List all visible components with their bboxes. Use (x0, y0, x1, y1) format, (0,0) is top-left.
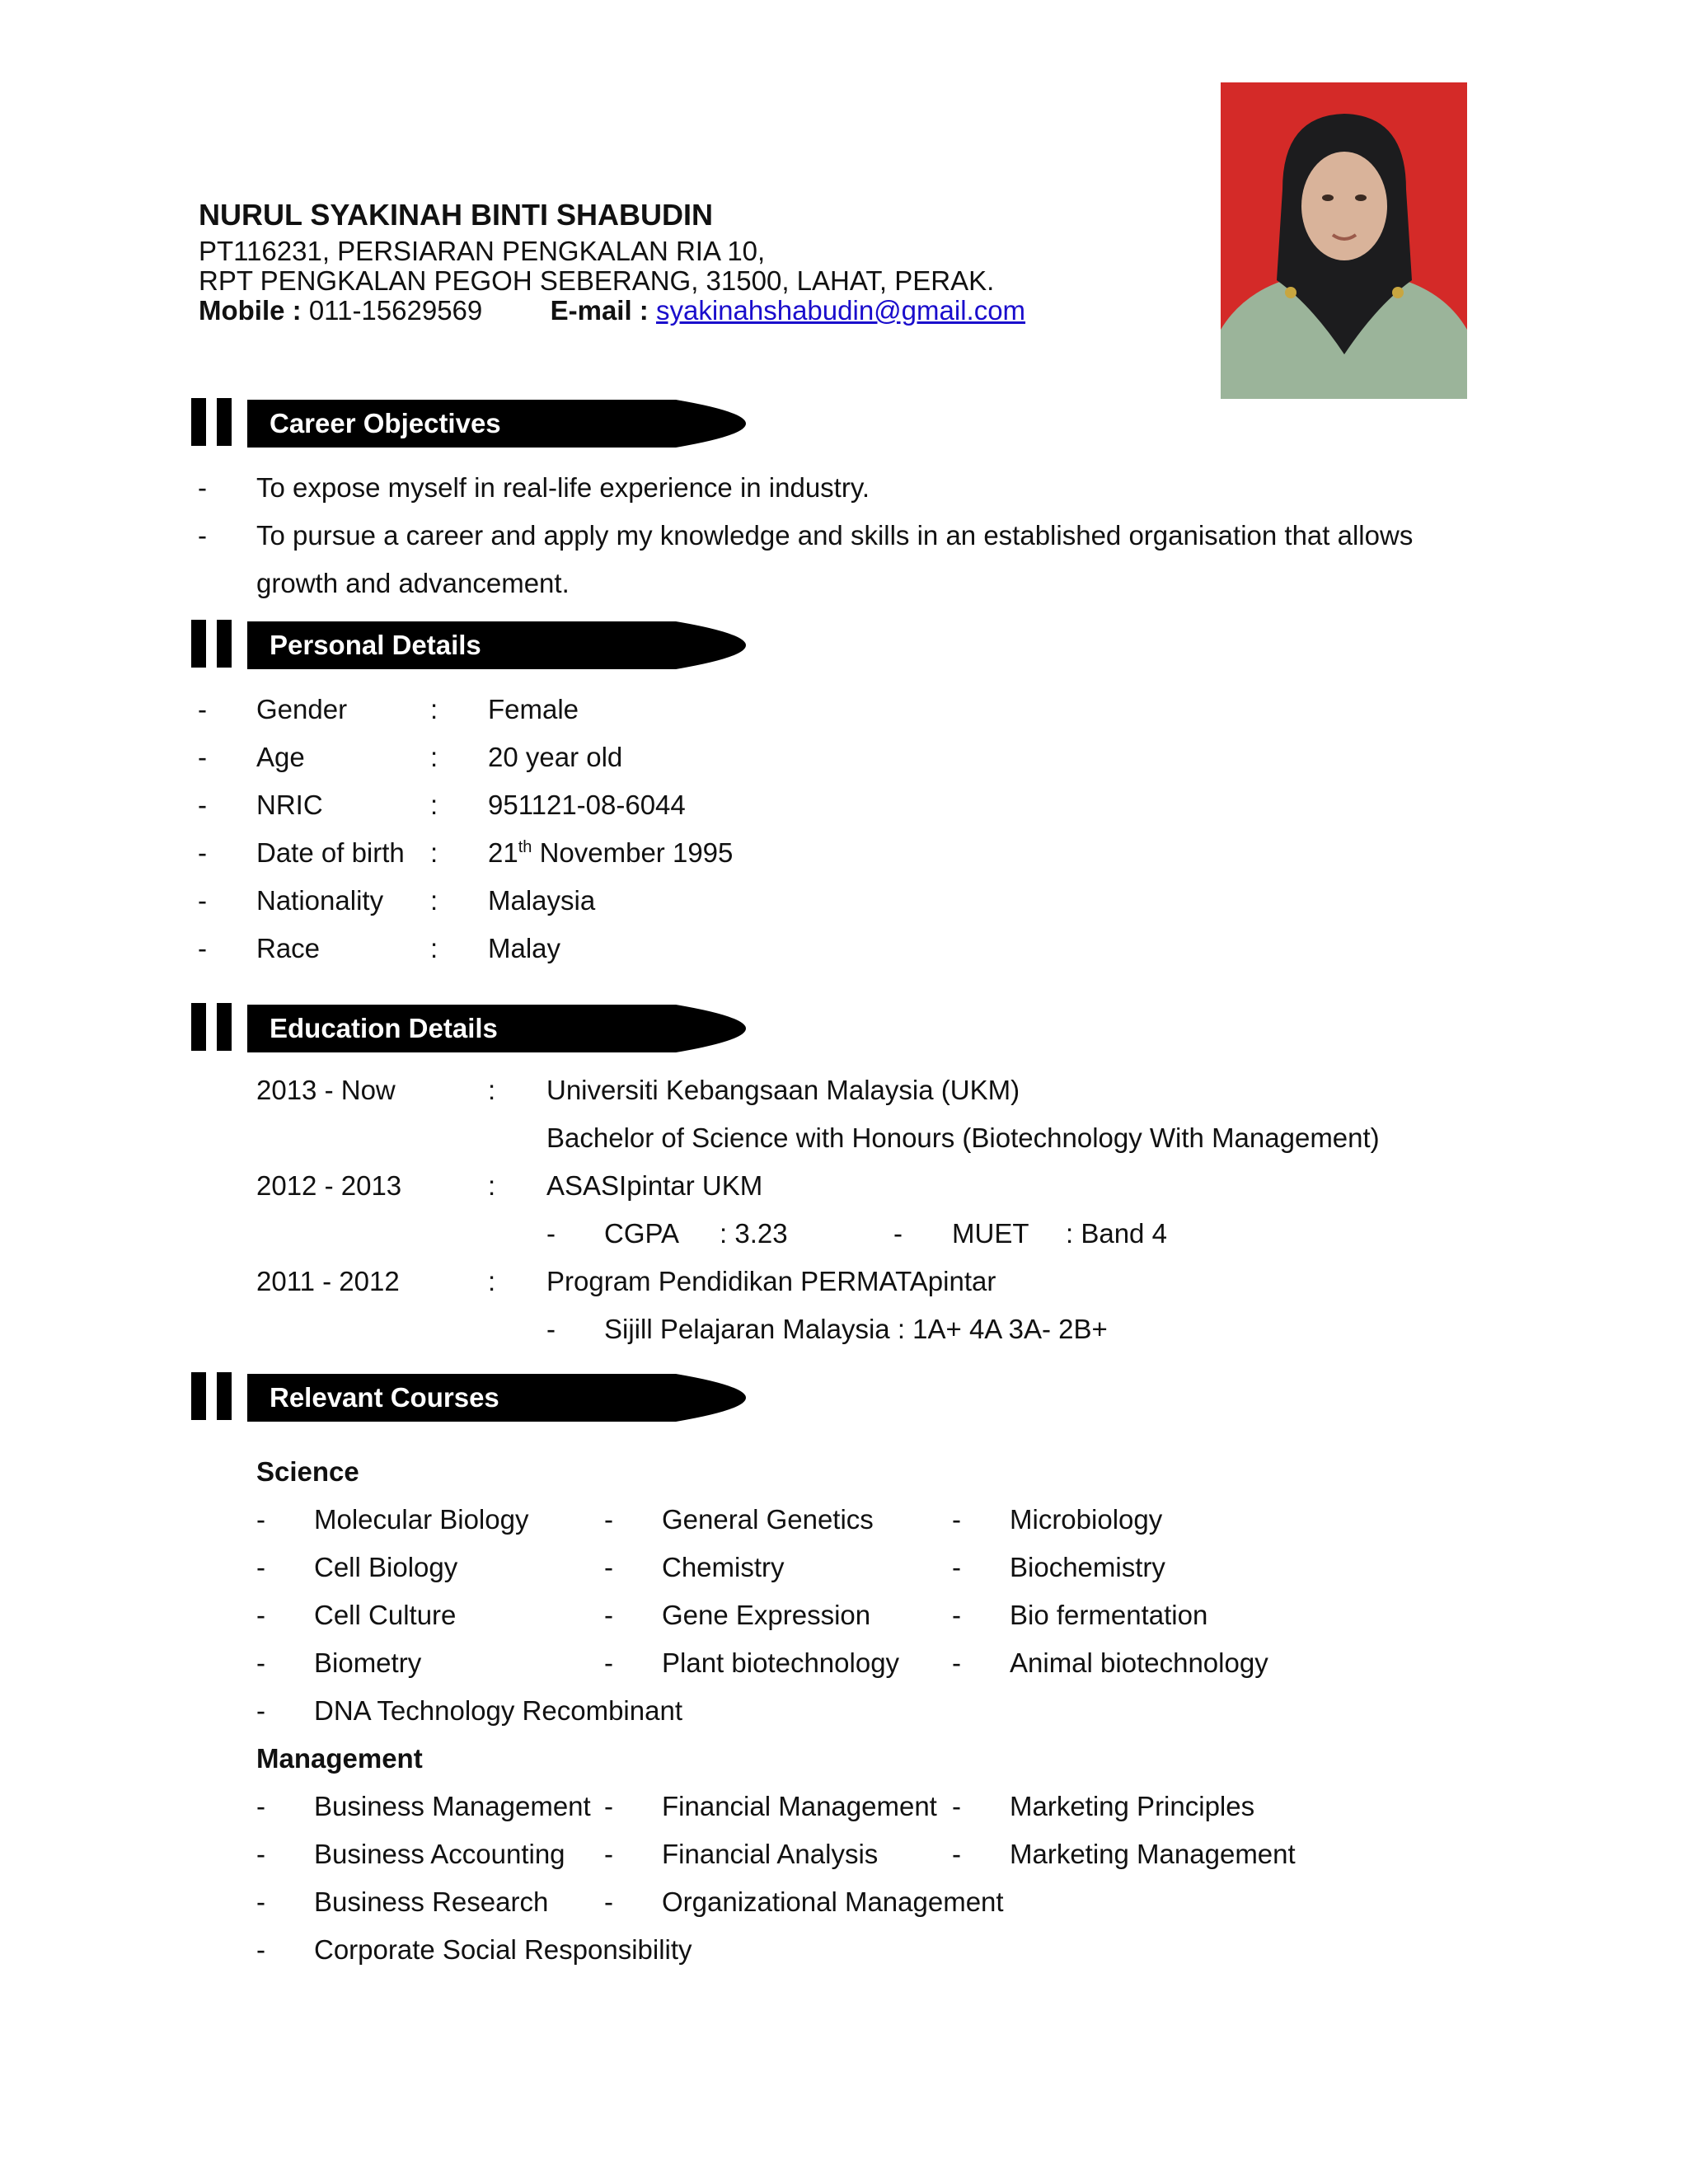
cgpa-label: CGPA (604, 1218, 680, 1249)
course-item: Business Accounting (314, 1839, 565, 1869)
course-item: General Genetics (662, 1504, 874, 1535)
personal-value: Malaysia (488, 885, 596, 916)
course-item: Business Management (314, 1791, 591, 1821)
list-dash: - (604, 1839, 613, 1869)
personal-colon: : (430, 694, 438, 724)
list-dash: - (546, 1314, 556, 1344)
section-banner-personal (191, 618, 818, 673)
list-dash: - (546, 1218, 556, 1249)
list-dash: - (952, 1839, 961, 1869)
list-dash: - (256, 1695, 265, 1726)
resume-name: NURUL SYAKINAH BINTI SHABUDIN (199, 198, 714, 232)
personal-colon: : (430, 837, 438, 868)
course-item: Molecular Biology (314, 1504, 529, 1535)
section-banner-courses (191, 1371, 818, 1425)
list-dash: - (604, 1552, 613, 1582)
course-item: Organizational Management (662, 1886, 1004, 1917)
section-title-career: Career Objectives (270, 408, 501, 438)
list-dash: - (604, 1886, 613, 1917)
list-dash: - (952, 1504, 961, 1535)
email-link[interactable]: syakinahshabudin@gmail.com (655, 295, 1026, 326)
list-dash: - (604, 1647, 613, 1678)
course-item: DNA Technology Recombinant (314, 1695, 682, 1726)
list-dash: - (604, 1791, 613, 1821)
course-item: Animal biotechnology (1010, 1647, 1268, 1678)
address-line-1: PT116231, PERSIARAN PENGKALAN RIA 10, (199, 236, 766, 266)
list-dash: - (256, 1934, 265, 1965)
list-dash: - (198, 933, 207, 963)
list-dash: - (256, 1839, 265, 1869)
course-item: Corporate Social Responsibility (314, 1934, 692, 1965)
list-dash: - (952, 1647, 961, 1678)
muet-label: MUET (952, 1218, 1029, 1249)
education-colon: : (488, 1075, 496, 1105)
education-year: 2012 - 2013 (256, 1170, 402, 1201)
personal-colon: : (430, 790, 438, 820)
mobile-label: Mobile : (199, 295, 302, 326)
personal-label: Nationality (256, 885, 384, 916)
course-item: Chemistry (662, 1552, 785, 1582)
course-item: Marketing Principles (1010, 1791, 1255, 1821)
banner-bar (217, 1372, 232, 1420)
career-item-1: To expose myself in real-life experience in industry. (256, 472, 870, 503)
email-label: E-mail : (550, 295, 649, 326)
personal-label: Date of birth (256, 837, 405, 868)
science-heading: Science (256, 1456, 359, 1487)
muet-value: : Band 4 (1066, 1218, 1167, 1249)
list-dash: - (256, 1504, 265, 1535)
list-dash: - (256, 1886, 265, 1917)
course-item: Biochemistry (1010, 1552, 1165, 1582)
personal-colon: : (430, 933, 438, 963)
banner-bar (191, 620, 206, 668)
list-dash: - (256, 1791, 265, 1821)
banner-bar (217, 620, 232, 668)
address-line-2: RPT PENGKALAN PEGOH SEBERANG, 31500, LAHAT, PERAK. (199, 265, 995, 296)
career-dash-1: - (198, 472, 207, 503)
list-dash: - (198, 742, 207, 772)
education-colon: : (488, 1266, 496, 1296)
career-item-2-cont: growth and advancement. (256, 568, 570, 598)
education-institution: Program Pendidikan PERMATApintar (546, 1266, 996, 1296)
banner-bar (191, 398, 206, 446)
course-item: Microbiology (1010, 1504, 1163, 1535)
banner-bar (191, 1372, 206, 1420)
education-year: 2011 - 2012 (256, 1266, 400, 1296)
spm-result: Sijill Pelajaran Malaysia : 1A+ 4A 3A- 2B+ (604, 1314, 1108, 1344)
list-dash: - (256, 1647, 265, 1678)
course-item: Business Research (314, 1886, 549, 1917)
course-item: Biometry (314, 1647, 422, 1678)
list-dash: - (952, 1791, 961, 1821)
list-dash: - (198, 837, 207, 868)
personal-value: 21th November 1995 (488, 837, 734, 868)
course-item: Marketing Management (1010, 1839, 1296, 1869)
personal-label: Race (256, 933, 321, 963)
section-title-education: Education Details (270, 1013, 498, 1043)
list-dash: - (893, 1218, 903, 1249)
education-institution: ASASIpintar UKM (546, 1170, 763, 1201)
personal-value: Female (488, 694, 579, 724)
personal-value: 20 year old (488, 742, 623, 772)
list-dash: - (604, 1600, 613, 1630)
course-item: Cell Culture (314, 1600, 457, 1630)
list-dash: - (952, 1552, 961, 1582)
personal-label: Gender (256, 694, 348, 724)
personal-label: NRIC (256, 790, 323, 820)
career-item-2: To pursue a career and apply my knowledge and skills in an established organisation that allows (256, 520, 1414, 551)
list-dash: - (256, 1600, 265, 1630)
course-item: Bio fermentation (1010, 1600, 1208, 1630)
course-item: Financial Analysis (662, 1839, 879, 1869)
personal-value: Malay (488, 933, 561, 963)
section-banner-career (191, 396, 818, 451)
management-heading: Management (256, 1743, 423, 1774)
course-item: Gene Expression (662, 1600, 871, 1630)
section-banner-education (191, 1001, 818, 1056)
personal-colon: : (430, 742, 438, 772)
section-title-courses: Relevant Courses (270, 1382, 499, 1413)
list-dash: - (604, 1504, 613, 1535)
course-item: Financial Management (662, 1791, 937, 1821)
mobile-number: 011-15629569 (308, 295, 483, 326)
banner-bar (217, 1003, 232, 1051)
list-dash: - (198, 885, 207, 916)
personal-label: Age (256, 742, 305, 772)
course-item: Plant biotechnology (662, 1647, 900, 1678)
contact-line (199, 295, 1025, 326)
list-dash: - (256, 1552, 265, 1582)
profile-photo (1221, 82, 1467, 399)
personal-colon: : (430, 885, 438, 916)
banner-bar (217, 398, 232, 446)
career-dash-2: - (198, 520, 207, 551)
list-dash: - (952, 1600, 961, 1630)
list-dash: - (198, 694, 207, 724)
list-dash: - (198, 790, 207, 820)
cgpa-value: : 3.23 (720, 1218, 788, 1249)
education-institution: Universiti Kebangsaan Malaysia (UKM) (546, 1075, 1020, 1105)
personal-value: 951121-08-6044 (488, 790, 686, 820)
education-program: Bachelor of Science with Honours (Biotechnology With Management) (546, 1122, 1380, 1153)
education-year: 2013 - Now (256, 1075, 396, 1105)
education-colon: : (488, 1170, 496, 1201)
banner-bar (191, 1003, 206, 1051)
course-item: Cell Biology (314, 1552, 458, 1582)
section-title-personal: Personal Details (270, 630, 481, 660)
